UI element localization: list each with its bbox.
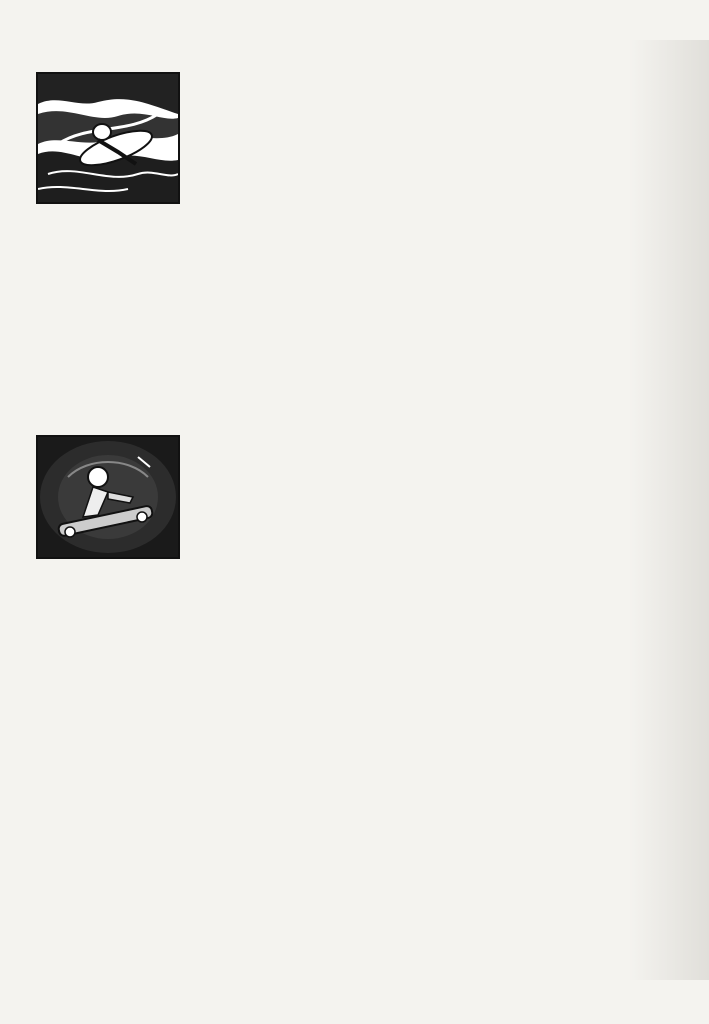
bodyboarding-controls-continued (36, 208, 680, 304)
wettkampf-paragraph-2 (36, 946, 680, 960)
bodyboarding-illustration (36, 72, 180, 204)
bodyboarding-controls-top (180, 112, 680, 208)
skateboarding-illustration (36, 435, 180, 559)
